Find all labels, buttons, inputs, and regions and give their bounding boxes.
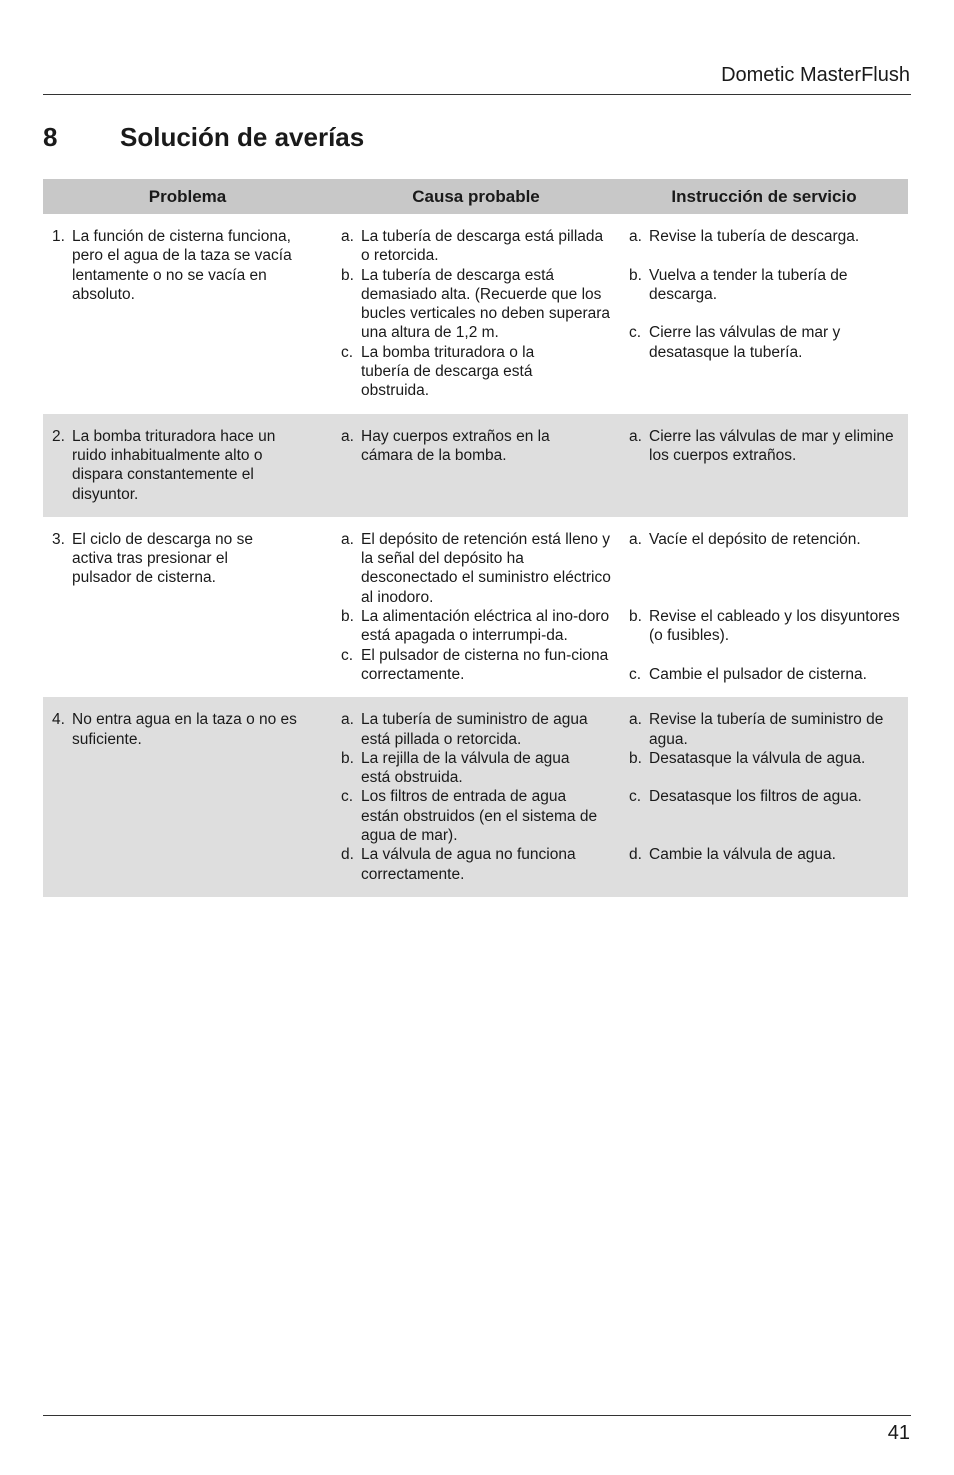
header-divider (43, 94, 911, 95)
action-cell (620, 530, 908, 684)
list-item: b. Vuelva a tender la tubería de descarga. (629, 266, 848, 303)
page-number: 41 (887, 1422, 910, 1444)
footer-divider (43, 1415, 911, 1416)
table-row (43, 517, 908, 697)
list-item: a. La tubería de suministro de agua está pillada o retorcida. (341, 711, 588, 748)
table-header (43, 179, 908, 214)
list-item: a. Cierre las válvulas de mar y elimine los cuerpos extraños. (629, 427, 894, 464)
table-row (43, 414, 908, 517)
list-item: b. La alimentación eléctrica al ino-doro está apagada o interrumpi-da. (341, 608, 610, 645)
section-heading (43, 122, 364, 153)
list-item: d. La válvula de agua no funciona correctamente. (341, 846, 576, 883)
list-item: d. Cambie la válvula de agua. (629, 846, 836, 864)
list-item: c. El pulsador de cisterna no fun-ciona correctamente. (341, 646, 609, 683)
table-row (43, 697, 908, 897)
list-item: a. Hay cuerpos extraños en la cámara de la bomba. (341, 427, 550, 464)
list-item: b. Desatasque la válvula de agua. (629, 749, 866, 767)
problem-cell (43, 710, 332, 884)
action-cell (620, 427, 908, 504)
list-item: a. La tubería de descarga está pillada o retorcida. (341, 228, 604, 265)
column-header-cause: Causa probable (412, 186, 540, 206)
problem-cell (43, 427, 332, 504)
troubleshooting-table (43, 179, 908, 897)
list-item: 2. La bomba trituradora hace un ruido inhabitualmente alto o dispara constantemente el disyuntor. (52, 427, 276, 503)
list-item: 3. El ciclo de descarga no se activa tras presionar el pulsador de cisterna. (52, 530, 253, 587)
list-item: c. Cambie el pulsador de cisterna. (629, 665, 867, 683)
action-cell (620, 710, 908, 884)
action-cell (620, 227, 908, 401)
list-item: a. Vacíe el depósito de retención. (629, 530, 861, 548)
cause-cell (332, 427, 620, 504)
list-item: a. Revise la tubería de suministro de agua. (629, 711, 884, 748)
list-item: c. La bomba trituradora o la tubería de descarga está obstruida. (341, 343, 535, 400)
problem-cell (43, 227, 332, 401)
list-item: c. Cierre las válvulas de mar y desatasque la tubería. (629, 324, 841, 361)
list-item: b. La rejilla de la válvula de agua está obstruida. (341, 749, 570, 787)
column-header-problem: Problema (148, 186, 227, 206)
list-item: 1. La función de cisterna funciona, pero el agua de la taza se vacía lentamente o no se vacía en absoluto. (52, 228, 292, 303)
list-item: a. El depósito de retención está lleno y la señal del depósito ha desconectado el suministro eléctrico al inodoro. (341, 530, 611, 606)
list-item: c. Los filtros de entrada de agua están obstruidos (en el sistema de agua de mar). (341, 788, 598, 845)
column-header-action: Instrucción de servicio (671, 186, 857, 206)
cause-cell (332, 227, 620, 401)
list-item: 4. No entra agua en la taza o no es suficiente. (52, 711, 297, 748)
brand-name: Dometic MasterFlush (721, 64, 910, 86)
cause-cell (332, 710, 620, 884)
list-item: c. Desatasque los filtros de agua. (629, 788, 862, 806)
table-row (43, 214, 908, 414)
list-item: a. Revise la tubería de descarga. (629, 228, 860, 245)
list-item: b. La tubería de descarga está demasiado alta. (Recuerde que los bucles verticales no deben superara una altura de 1,2 m. (341, 266, 611, 342)
section-title: Solución de averías (120, 122, 365, 152)
list-item: b. Revise el cableado y los disyuntores (o fusibles). (629, 608, 900, 645)
section-number: 8 (43, 122, 58, 152)
problem-cell (43, 530, 332, 684)
cause-cell (332, 530, 620, 684)
